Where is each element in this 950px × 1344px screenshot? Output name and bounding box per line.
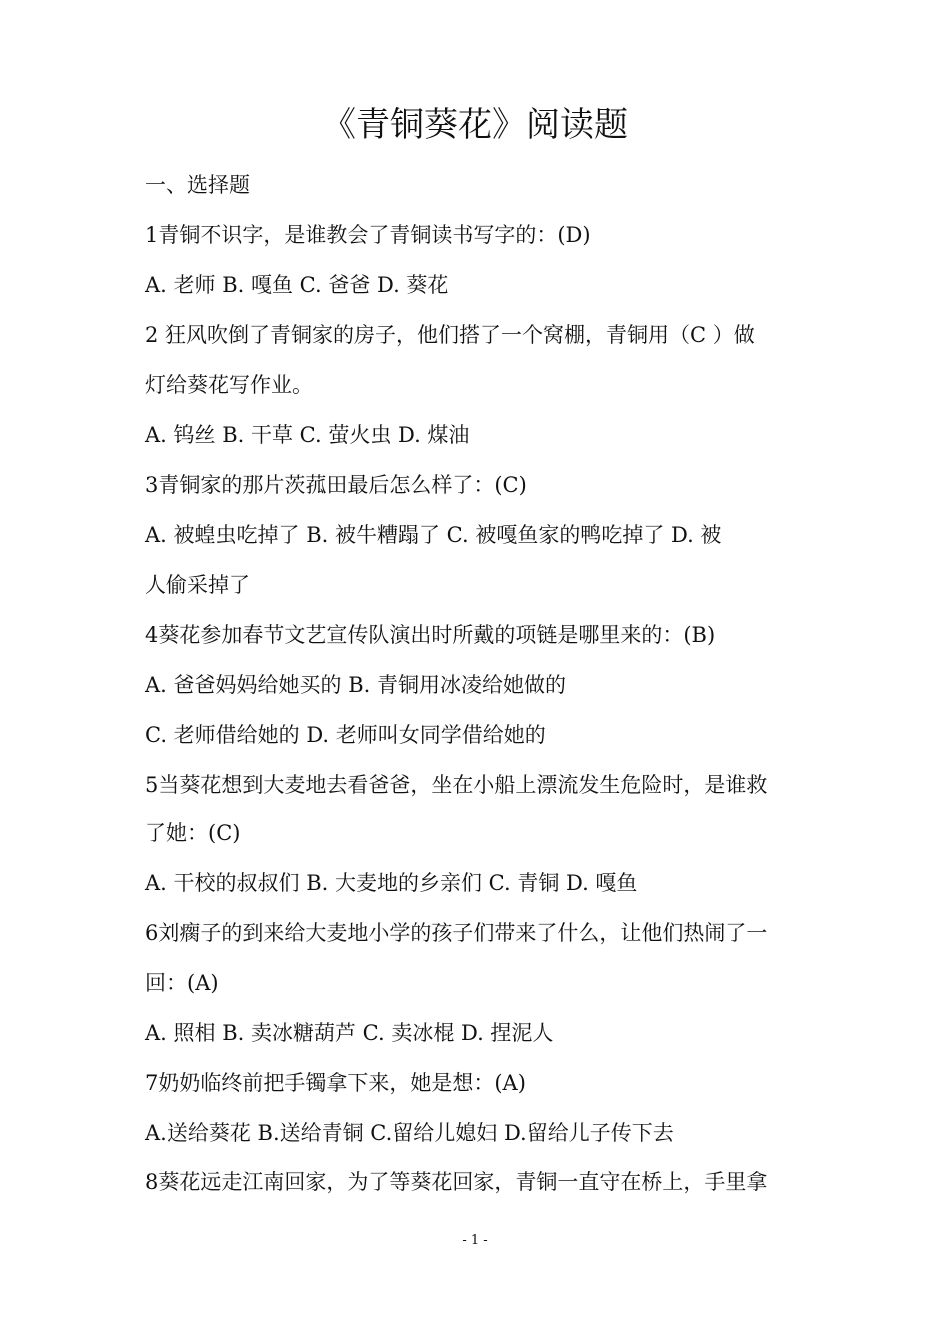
text-line: 5当葵花想到大麦地去看爸爸，坐在小船上漂流发生危险时，是谁救 — [145, 773, 768, 797]
text-line: C. 老师借给她的 D. 老师叫女同学借给她的 — [145, 723, 546, 747]
text-line: A.送给葵花 B.送给青铜 C.留给儿媳妇 D.留给儿子传下去 — [145, 1121, 674, 1145]
text-line: 2 狂风吹倒了青铜家的房子，他们搭了一个窝棚，青铜用（C ）做 — [145, 323, 755, 347]
text-line: 1青铜不识字，是谁教会了青铜读书写字的：(D) — [145, 223, 591, 247]
text-line: 了她：(C) — [145, 821, 241, 845]
text-line: A. 爸爸妈妈给她买的 B. 青铜用冰凌给她做的 — [145, 673, 566, 697]
document-title: 《青铜葵花》阅读题 — [322, 105, 628, 145]
text-line: 4葵花参加春节文艺宣传队演出时所戴的项链是哪里来的：(B) — [145, 623, 716, 647]
text-line: A. 老师 B. 嘎鱼 C. 爸爸 D. 葵花 — [145, 273, 449, 297]
text-line: 8葵花远走江南回家，为了等葵花回家，青铜一直守在桥上，手里拿 — [145, 1170, 768, 1194]
page-number: - 1 - — [462, 1233, 488, 1248]
section-heading: 一、选择题 — [145, 173, 250, 197]
text-line: A. 照相 B. 卖冰糖葫芦 C. 卖冰棍 D. 捏泥人 — [145, 1021, 554, 1045]
text-line: 人偷采掉了 — [145, 573, 250, 597]
text-line: 回：(A) — [145, 971, 219, 995]
text-line: 7奶奶临终前把手镯拿下来，她是想：(A) — [145, 1071, 526, 1095]
text-line: A. 干校的叔叔们 B. 大麦地的乡亲们 C. 青铜 D. 嘎鱼 — [145, 871, 638, 895]
text-line: A. 被蝗虫吃掉了 B. 被牛糟蹋了 C. 被嘎鱼家的鸭吃掉了 D. 被 — [145, 523, 722, 547]
text-line: 6刘瘸子的到来给大麦地小学的孩子们带来了什么，让他们热闹了一 — [145, 921, 768, 945]
text-line: A. 钨丝 B. 干草 C. 萤火虫 D. 煤油 — [145, 423, 470, 447]
text-line: 3青铜家的那片茨菰田最后怎么样了：(C) — [145, 473, 527, 497]
text-line: 灯给葵花写作业。 — [145, 373, 313, 397]
